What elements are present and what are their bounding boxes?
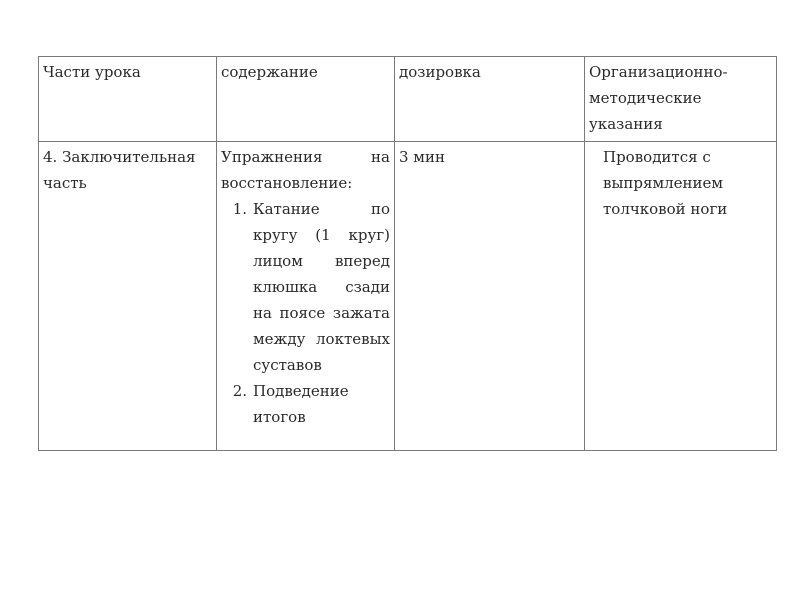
content-intro-rest: восстановление: [221,174,353,192]
list-item-number: 1. [232,200,247,218]
header-lesson-parts: Части урока [39,57,217,142]
content-intro-word: Упражнения [221,148,323,166]
exercise-list [221,196,390,430]
list-item [221,378,390,430]
list-item-number: 2. [232,382,247,400]
list-item-text: Катание по кругу (1 круг) лицом вперед клюшка сзади на поясе зажата между локтевых суставов [253,200,390,374]
table-row [39,142,777,451]
header-guidelines: Организационно-методические указания [585,57,777,142]
cell-lesson-part: 4. Заключительная часть [39,142,217,451]
content-intro-word: на [371,148,390,166]
cell-guidelines: Проводится с выпрямлением толчковой ноги [585,142,777,451]
header-dosage: дозировка [395,57,585,142]
cell-dosage: 3 мин [395,142,585,451]
content-intro-line [221,144,390,170]
list-item [221,196,390,378]
lesson-table [38,56,777,451]
header-content: содержание [217,57,395,142]
list-item-text: Подведение итогов [253,382,349,426]
table-header-row [39,57,777,142]
cell-content [217,142,395,451]
